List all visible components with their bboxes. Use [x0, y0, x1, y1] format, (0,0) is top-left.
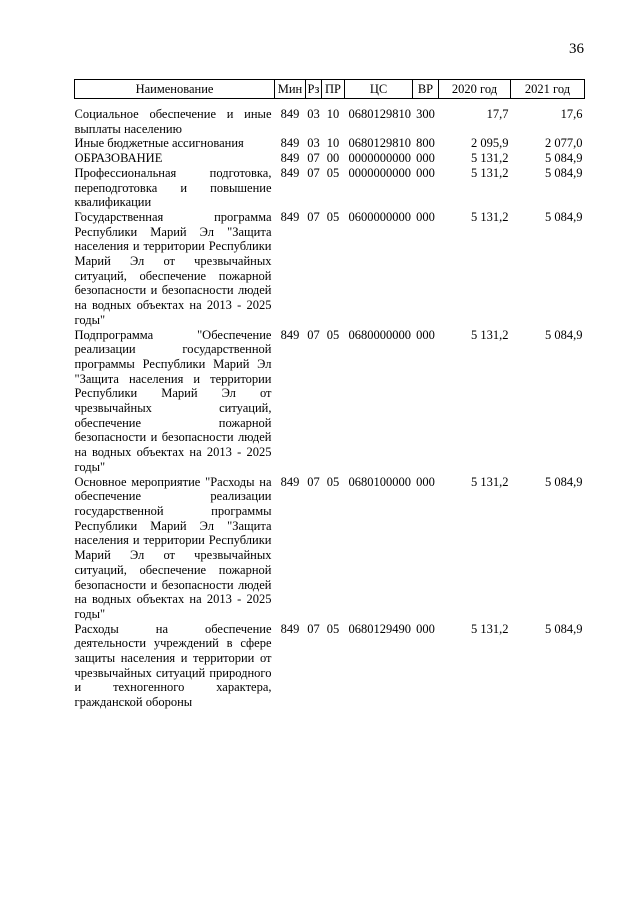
header-name: Наименование: [75, 80, 275, 99]
cell-name: Подпрограмма "Обеспечение реализации государственной программы Республики Марий Эл "Защита населения и территории Республики Марий Эл от чрезвычайных ситуаций, обеспечение пожарной безопасности и безопасности людей на водных объектах на 2013 - 2025 годы": [74, 327, 272, 474]
cell-name: Расходы на обеспечение деятельности учреждений в сфере защиты населения и территории от чрезвычайных ситуаций природного и техногенного характера, гражданской обороны: [74, 621, 272, 710]
header-2021: 2021 год: [511, 80, 585, 99]
cell-2020: 5 131,2: [471, 327, 509, 342]
cell-min: 849: [280, 165, 300, 180]
cell-2020: 2 095,9: [471, 136, 509, 151]
cell-2021: 17,6: [560, 107, 583, 121]
table-row: [75, 151, 585, 166]
cell-name: ОБРАЗОВАНИЕ: [74, 151, 163, 166]
cell-pr: 05: [326, 621, 340, 636]
cell-rz: 07: [307, 621, 320, 636]
table-row: [75, 622, 585, 710]
cell-2020: 5 131,2: [471, 209, 509, 224]
table-row: [75, 99, 585, 137]
cell-pr: 05: [326, 327, 340, 342]
table-row: [75, 328, 585, 475]
cell-pr: 05: [326, 209, 340, 224]
header-min: Мин: [275, 80, 306, 99]
table-row: [75, 166, 585, 210]
cell-name: Основное мероприятие "Расходы на обеспечение реализации государственной программы Республики Марий Эл "Защита населения и территории Республики Марий Эл от чрезвычайных ситуаций, обеспечение пожарной безопасности и безопасности людей на водных объектах на 2013 - 2025 годы": [74, 474, 272, 621]
page-number: 36: [569, 41, 584, 57]
header-vr: ВР: [413, 80, 439, 99]
cell-cs: 0680129490: [348, 621, 411, 636]
cell-2021: 5 084,9: [545, 165, 583, 180]
cell-pr: 05: [326, 474, 340, 489]
table-row: [75, 475, 585, 622]
header-cs: ЦС: [345, 80, 413, 99]
cell-min: 849: [280, 621, 300, 636]
cell-vr: 000: [416, 474, 435, 489]
cell-cs: 0600000000: [348, 209, 411, 224]
cell-vr: 800: [416, 136, 435, 151]
cell-min: 849: [280, 136, 300, 151]
cell-vr: 000: [416, 209, 435, 224]
cell-vr: 300: [416, 107, 435, 121]
header-pr: ПР: [322, 80, 345, 99]
cell-min: 849: [280, 474, 300, 489]
cell-2021: 5 084,9: [545, 621, 583, 636]
budget-table-container: [74, 79, 584, 710]
cell-rz: 03: [307, 107, 320, 121]
header-rz: Рз: [306, 80, 322, 99]
cell-name: Профессиональная подготовка, переподготовка и повышение квалификации: [74, 165, 272, 210]
cell-2020: 5 131,2: [471, 151, 509, 166]
cell-min: 849: [280, 151, 300, 166]
cell-pr: 05: [326, 165, 340, 180]
budget-table: [74, 79, 585, 710]
cell-2021: 5 084,9: [545, 209, 583, 224]
cell-min: 849: [280, 209, 300, 224]
cell-rz: 07: [307, 327, 320, 342]
cell-min: 849: [280, 327, 300, 342]
table-body: [75, 99, 585, 710]
cell-rz: 07: [307, 474, 320, 489]
cell-vr: 000: [416, 327, 435, 342]
cell-name: Государственная программа Республики Марий Эл "Защита населения и территории Республики Марий Эл от чрезвычайных ситуаций, обеспечение пожарной безопасности и безопасности людей на водных объектах на 2013 - 2025 годы": [74, 209, 272, 327]
cell-cs: 0000000000: [348, 151, 411, 166]
cell-2020: 5 131,2: [471, 474, 509, 489]
cell-min: 849: [280, 107, 300, 121]
cell-2021: 5 084,9: [545, 474, 583, 489]
table-row: [75, 210, 585, 328]
cell-pr: 10: [326, 107, 340, 121]
header-2020: 2020 год: [439, 80, 511, 99]
cell-cs: 0680000000: [348, 327, 411, 342]
cell-rz: 03: [307, 136, 320, 151]
cell-2020: 17,7: [486, 107, 509, 121]
cell-cs: 0680100000: [348, 474, 411, 489]
cell-rz: 07: [307, 165, 320, 180]
cell-2020: 5 131,2: [471, 165, 509, 180]
cell-2021: 5 084,9: [545, 327, 583, 342]
cell-rz: 07: [307, 209, 320, 224]
table-row: [75, 136, 585, 151]
cell-cs: 0000000000: [348, 165, 411, 180]
cell-name: Социальное обеспечение и иные выплаты населению: [74, 107, 272, 136]
cell-rz: 07: [307, 151, 320, 166]
cell-vr: 000: [416, 165, 435, 180]
cell-2021: 2 077,0: [545, 136, 583, 151]
cell-cs: 0680129810: [348, 107, 411, 121]
cell-pr: 10: [326, 136, 340, 151]
cell-vr: 000: [416, 151, 435, 166]
cell-name: Иные бюджетные ассигнования: [74, 136, 244, 151]
cell-cs: 0680129810: [348, 136, 411, 151]
cell-2020: 5 131,2: [471, 621, 509, 636]
cell-pr: 00: [326, 151, 340, 166]
cell-vr: 000: [416, 621, 435, 636]
table-header-row: [75, 80, 585, 99]
cell-2021: 5 084,9: [545, 151, 583, 166]
